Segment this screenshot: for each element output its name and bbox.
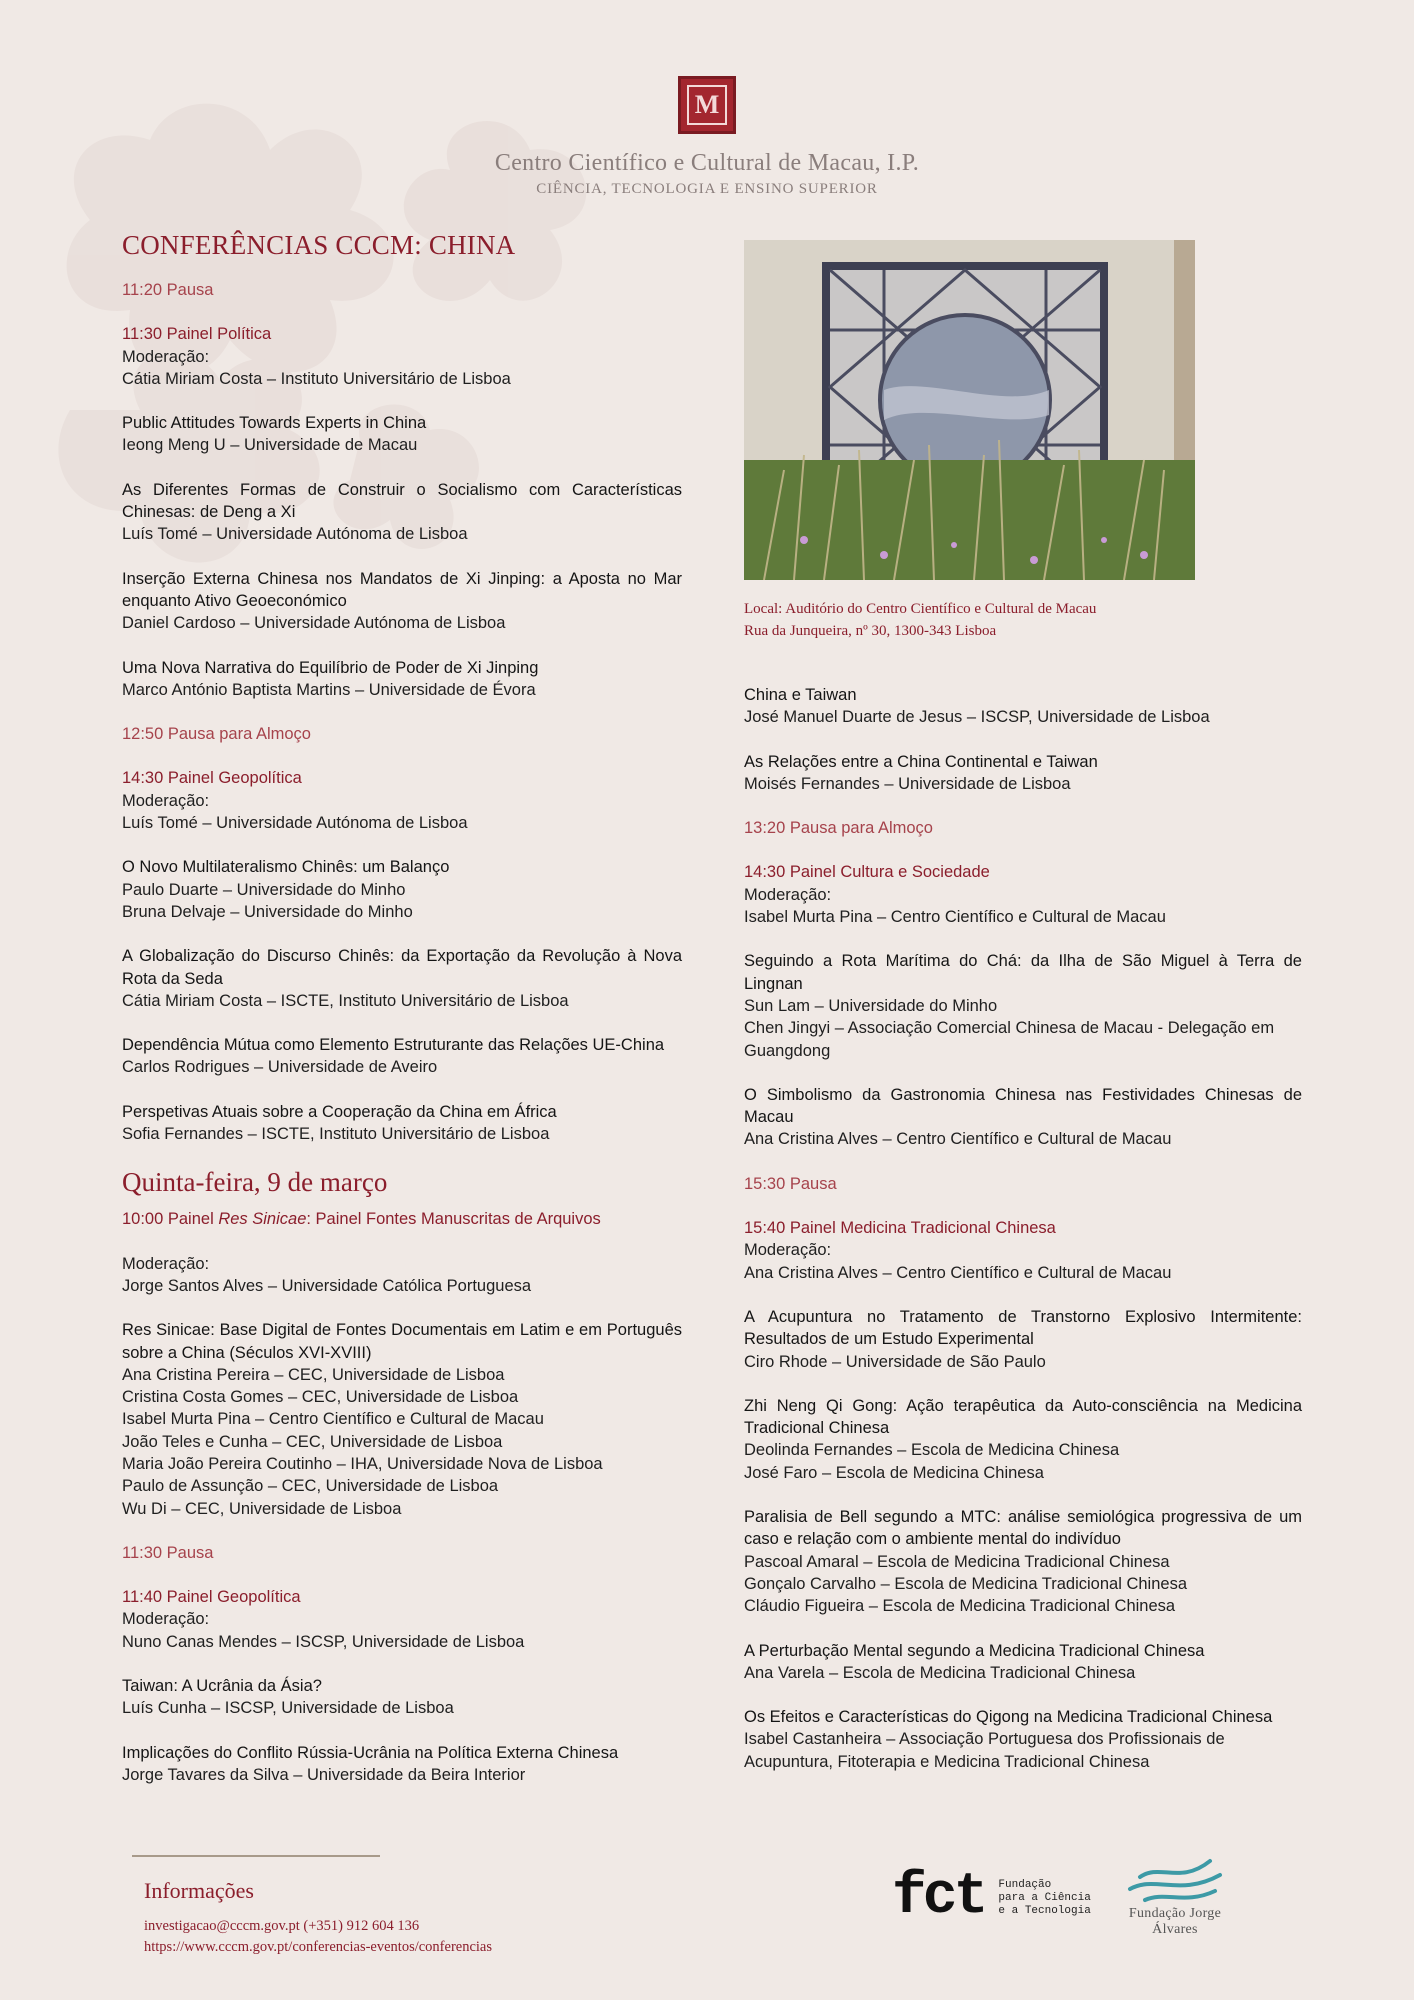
talk-author: Ana Varela – Escola de Medicina Tradicional Chinesa (744, 1663, 1136, 1682)
venue-line: Local: Auditório do Centro Científico e Cultural de Macau (744, 601, 1097, 617)
talk-author: Deolinda Fernandes – Escola de Medicina Chinesa (744, 1441, 1120, 1460)
website-link[interactable]: https://www.cccm.gov.pt/conferencias-eventos/conferencias (144, 1939, 492, 1955)
talk-title: Paralisia de Bell segundo a MTC: análise semiológica progressiva de um caso e relação com o ambiente mental do indivíduo (744, 1508, 1302, 1549)
pause-item: 15:30 Pausa (744, 1174, 837, 1193)
moderator: Ana Cristina Alves – Centro Científico e Cultural de Macau (744, 1263, 1172, 1282)
fja-name: Fundação Jorge Álvares (1128, 1906, 1222, 1937)
talk-author: Chen Jingyi – Associação Comercial Chinesa de Macau - Delegação em Guangdong (744, 1019, 1275, 1060)
talk-author: Cátia Miriam Costa – ISCTE, Instituto Universitário de Lisboa (122, 991, 569, 1010)
pause-item: 13:20 Pausa para Almoço (744, 819, 933, 838)
contact-line[interactable]: investigacao@cccm.gov.pt (+351) 912 604 136 (144, 1918, 420, 1934)
talk-item (122, 1675, 682, 1720)
panel-heading: 11:30 Painel Política (122, 325, 272, 344)
talk-author: Wu Di – CEC, Universidade de Lisboa (122, 1499, 402, 1518)
talk-item (744, 684, 1302, 729)
talk-author: Moisés Fernandes – Universidade de Lisboa (744, 774, 1071, 793)
talk-list (122, 1319, 682, 1520)
talk-title: A Perturbação Mental segundo a Medicina Tradicional Chinesa (744, 1641, 1205, 1660)
venue-photo (744, 240, 1195, 580)
talk-item (122, 412, 682, 457)
moderation-label: Moderação: (122, 1610, 210, 1629)
talk-item (122, 657, 682, 702)
moderator: Nuno Canas Mendes – ISCSP, Universidade de Lisboa (122, 1632, 525, 1651)
talk-title: Implicações do Conflito Rússia-Ucrânia na Política Externa Chinesa (122, 1743, 619, 1762)
talk-author: Luís Cunha – ISCSP, Universidade de Lisboa (122, 1699, 454, 1718)
moderation-label: Moderação: (122, 1254, 210, 1273)
talk-author: Cláudio Figueira – Escola de Medicina Tradicional Chinesa (744, 1597, 1176, 1616)
talk-title: As Diferentes Formas de Construir o Socialismo com Características Chinesas: de Deng a Xi (122, 480, 682, 522)
talk-title: Seguindo a Rota Marítima do Chá: da Ilha de São Miguel à Terra de Lingnan (744, 952, 1302, 993)
venue-info (744, 598, 1302, 642)
talk-author: Paulo de Assunção – CEC, Universidade de Lisboa (122, 1477, 499, 1496)
talk-author: José Manuel Duarte de Jesus – ISCSP, Universidade de Lisboa (744, 708, 1210, 727)
talk-item (122, 1101, 682, 1146)
talk-author: Gonçalo Carvalho – Escola de Medicina Tradicional Chinesa (744, 1574, 1187, 1593)
talk-author: Paulo Duarte – Universidade do Minho (122, 880, 406, 899)
panel-heading: 10:00 Painel Res Sinicae: Painel Fontes Manuscritas de Arquivos (122, 1210, 601, 1229)
left-column (122, 230, 682, 1808)
info-block (144, 1878, 492, 1958)
talk-item (744, 1706, 1302, 1773)
talk-item (744, 1084, 1302, 1151)
talk-author: Ana Cristina Alves – Centro Científico e Cultural de Macau (744, 1130, 1172, 1149)
talk-author: Jorge Tavares da Silva – Universidade da Beira Interior (122, 1765, 526, 1784)
talk-list (744, 950, 1302, 1150)
talk-author: Isabel Castanheira – Associação Portuguesa dos Profissionais de Acupuntura, Fitoterapia e Medicina Tradicional Chinesa (744, 1730, 1225, 1771)
talk-list (744, 1306, 1302, 1773)
moderator: Luís Tomé – Universidade Autónoma de Lisboa (122, 814, 468, 833)
talk-author: Ieong Meng U – Universidade de Macau (122, 436, 418, 455)
fja-logo (1110, 1855, 1240, 1938)
talk-item (744, 1640, 1302, 1685)
talk-author: Luís Tomé – Universidade Autónoma de Lisboa (122, 525, 468, 544)
talk-list (744, 684, 1302, 795)
talk-author: Maria João Pereira Coutinho – IHA, Universidade Nova de Lisboa (122, 1454, 603, 1473)
talk-author: Ciro Rhode – Universidade de São Paulo (744, 1352, 1046, 1371)
footer-divider (132, 1855, 380, 1857)
pause-item: 12:50 Pausa para Almoço (122, 725, 311, 744)
talk-item (744, 1395, 1302, 1484)
talk-item (122, 479, 682, 546)
talk-list (122, 856, 682, 1145)
moderation-label: Moderação: (744, 885, 832, 904)
cccm-logo: M (678, 76, 736, 134)
talk-title: Res Sinicae: Base Digital de Fontes Documentais em Latim e em Português sobre a China (Séculos XVI-XVIII) (122, 1321, 682, 1362)
talk-item (122, 856, 682, 923)
talk-item (122, 1742, 682, 1787)
talk-title: As Relações entre a China Continental e Taiwan (744, 752, 1098, 771)
talk-item (122, 568, 682, 635)
talk-title: China e Taiwan (744, 686, 857, 704)
talk-author: João Teles e Cunha – CEC, Universidade de Lisboa (122, 1432, 503, 1451)
panel-block (122, 323, 682, 390)
panel-block (744, 861, 1302, 928)
panel-block (744, 1217, 1302, 1284)
talk-list (122, 1675, 682, 1786)
talk-item (744, 751, 1302, 796)
talk-title: O Simbolismo da Gastronomia Chinesa nas Festividades Chinesas de Macau (744, 1085, 1302, 1127)
talk-author: Sofia Fernandes – ISCTE, Instituto Universitário de Lisboa (122, 1125, 550, 1144)
talk-title: Perspetivas Atuais sobre a Cooperação da China em África (122, 1102, 557, 1121)
talk-title: A Globalização do Discurso Chinês: da Exportação da Revolução à Nova Rota da Seda (122, 947, 682, 988)
moderator: Isabel Murta Pina – Centro Científico e Cultural de Macau (744, 908, 1166, 927)
talk-author: Isabel Murta Pina – Centro Científico e Cultural de Macau (122, 1410, 544, 1429)
talk-title: Uma Nova Narrativa do Equilíbrio de Poder de Xi Jinping (122, 658, 539, 677)
pause-item: 11:30 Pausa (122, 1543, 214, 1562)
moderation-label: Moderação: (122, 347, 210, 366)
panel-heading: 11:40 Painel Geopolítica (122, 1588, 301, 1607)
fct-logo-mark: fct (892, 1865, 985, 1930)
org-name: Centro Científico e Cultural de Macau, I.P. (494, 150, 920, 176)
pause-item: 11:20 Pausa (122, 281, 214, 299)
venue-address: Rua da Junqueira, nº 30, 1300-343 Lisboa (744, 623, 997, 639)
talk-author: Marco António Baptista Martins – Universidade de Évora (122, 680, 536, 699)
talk-item (744, 1506, 1302, 1617)
panel-block (122, 767, 682, 834)
panel-heading: 14:30 Painel Cultura e Sociedade (744, 863, 990, 882)
day-title: Quinta-feira, 9 de março (122, 1167, 388, 1198)
talk-title: O Novo Multilateralismo Chinês: um Balanço (122, 858, 450, 877)
talk-title: Inserção Externa Chinesa nos Mandatos de Xi Jinping: a Aposta no Mar enquanto Ativo Geoeconómico (122, 569, 682, 610)
talk-item (122, 1034, 682, 1079)
panel-heading: 15:40 Painel Medicina Tradicional Chinesa (744, 1219, 1056, 1238)
right-column (744, 240, 1302, 1795)
moderation-label: Moderação: (744, 1241, 832, 1260)
talk-item (122, 1319, 682, 1520)
talk-author: Ana Cristina Pereira – CEC, Universidade de Lisboa (122, 1365, 505, 1384)
talk-author: Cristina Costa Gomes – CEC, Universidade de Lisboa (122, 1388, 519, 1407)
talk-item (744, 1306, 1302, 1373)
page-title: CONFERÊNCIAS CCCM: CHINA (122, 230, 516, 260)
talk-title: Zhi Neng Qi Gong: Ação terapêutica da Auto-consciência na Medicina Tradicional Chinesa (744, 1396, 1302, 1438)
fct-logo-text: Fundação para a Ciência e a Tecnologia (998, 1878, 1091, 1917)
talk-title: Os Efeitos e Características do Qigong na Medicina Tradicional Chinesa (744, 1708, 1273, 1727)
talk-title: Dependência Mútua como Elemento Estruturante das Relações UE-China (122, 1036, 665, 1055)
talk-item (122, 945, 682, 1012)
fct-logo (892, 1865, 1091, 1930)
talk-title: A Acupuntura no Tratamento de Transtorno Explosivo Intermitente: Resultados de um Estudo Experimental (744, 1307, 1302, 1349)
moderation-block (122, 1253, 682, 1298)
panel-block (122, 1586, 682, 1653)
moderator: Jorge Santos Alves – Universidade Católica Portuguesa (122, 1276, 532, 1295)
org-subtitle: CIÊNCIA, TECNOLOGIA E ENSINO SUPERIOR (536, 181, 878, 197)
talk-author: Daniel Cardoso – Universidade Autónoma de Lisboa (122, 614, 506, 633)
talk-author: Carlos Rodrigues – Universidade de Aveiro (122, 1058, 438, 1077)
talk-author: Sun Lam – Universidade do Minho (744, 996, 998, 1015)
talk-item (744, 950, 1302, 1061)
header (0, 76, 1414, 198)
info-title: Informações (144, 1878, 254, 1903)
talk-title: Public Attitudes Towards Experts in China (122, 414, 427, 433)
panel-heading: 14:30 Painel Geopolítica (122, 769, 302, 788)
talk-title: Taiwan: A Ucrânia da Ásia? (122, 1677, 322, 1696)
talk-author: Bruna Delvaje – Universidade do Minho (122, 902, 413, 921)
moderation-label: Moderação: (122, 791, 210, 810)
wave-icon (1120, 1855, 1230, 1905)
moderator: Cátia Miriam Costa – Instituto Universitário de Lisboa (122, 369, 511, 388)
talk-list (122, 412, 682, 701)
talk-author: Pascoal Amaral – Escola de Medicina Tradicional Chinesa (744, 1552, 1170, 1571)
talk-author: José Faro – Escola de Medicina Chinesa (744, 1463, 1044, 1482)
